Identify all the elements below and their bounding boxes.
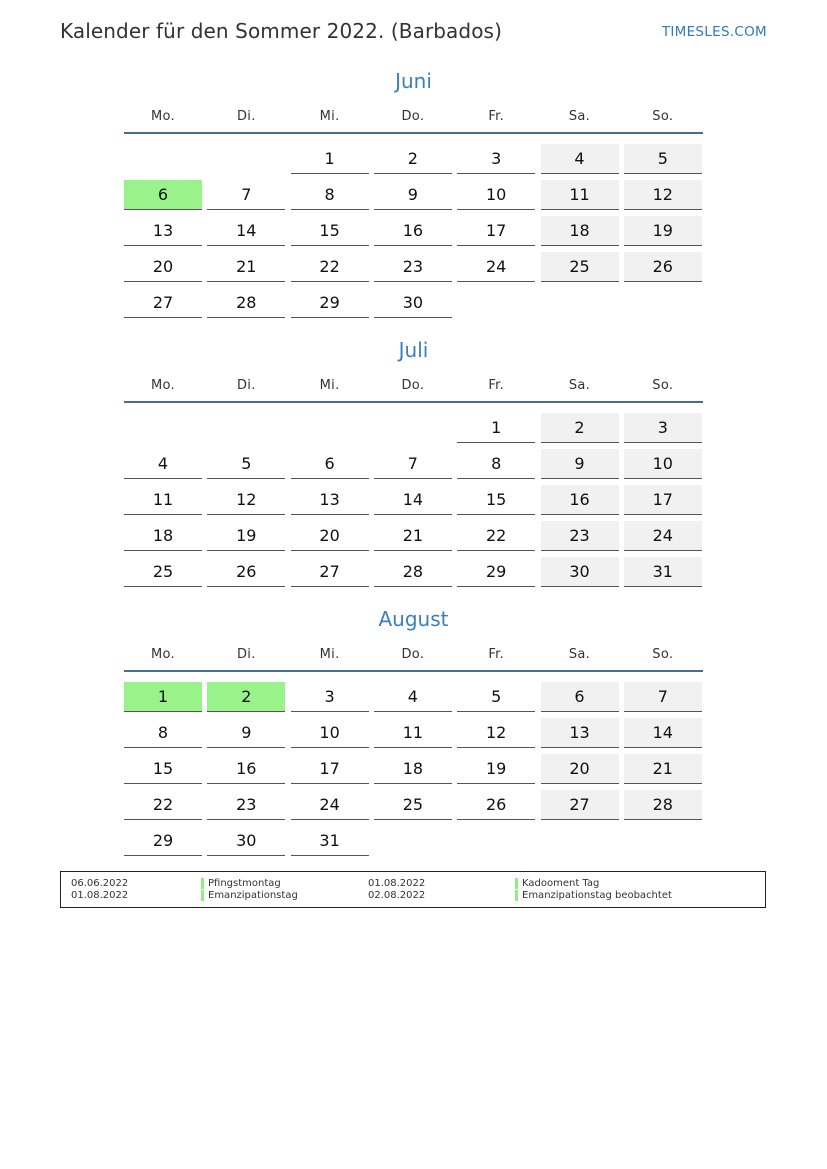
day-cell: 29: [457, 557, 535, 587]
day-cell: 19: [207, 521, 285, 551]
day-cell: 10: [291, 718, 369, 748]
day-cell: 29: [291, 288, 369, 318]
weekday-label: Mi.: [319, 109, 340, 124]
day-cell: 24: [457, 252, 535, 282]
holiday-day-cell: 1: [124, 682, 202, 712]
weekday-label: Di.: [236, 109, 256, 124]
weekday-label: Sa.: [568, 109, 591, 124]
legend-marker: [201, 878, 204, 889]
day-cell: 23: [374, 252, 452, 282]
weekday-header: [124, 647, 703, 667]
weekday-label: Mi.: [319, 647, 340, 662]
header-divider: [124, 132, 703, 134]
day-cell: 28: [374, 557, 452, 587]
day-cell: 7: [624, 682, 702, 712]
day-cell: 25: [374, 790, 452, 820]
day-cell: 30: [374, 288, 452, 318]
day-cell: 27: [541, 790, 619, 820]
day-cell: 11: [374, 718, 452, 748]
day-cell: 31: [624, 557, 702, 587]
day-cell: 21: [374, 521, 452, 551]
header-divider: [124, 670, 703, 672]
legend-date: 02.08.2022: [368, 890, 426, 901]
day-cell: 4: [124, 449, 202, 479]
day-cell: 12: [457, 718, 535, 748]
day-cell: 21: [624, 754, 702, 784]
day-cell: 15: [291, 216, 369, 246]
weekday-label: Sa.: [568, 647, 591, 662]
weekday-label: So.: [652, 378, 674, 393]
legend-date: 01.08.2022: [368, 878, 426, 889]
day-cell: 3: [457, 144, 535, 174]
weekday-label: Fr.: [488, 647, 505, 662]
month-title: August: [378, 607, 449, 631]
day-cell: 8: [124, 718, 202, 748]
day-cell: 20: [541, 754, 619, 784]
day-cell: 24: [291, 790, 369, 820]
day-cell: 31: [291, 826, 369, 856]
weekday-label: Mo.: [151, 647, 175, 662]
day-cell: 27: [291, 557, 369, 587]
day-cell: 28: [207, 288, 285, 318]
legend-marker: [515, 878, 518, 889]
weekday-header: [124, 378, 703, 398]
weekday-label: So.: [652, 109, 674, 124]
day-cell: 21: [207, 252, 285, 282]
day-cell: 20: [291, 521, 369, 551]
day-cell: 3: [624, 413, 702, 443]
day-cell: 28: [624, 790, 702, 820]
day-cell: 5: [624, 144, 702, 174]
legend-date: 01.08.2022: [71, 890, 129, 901]
day-cell: 17: [457, 216, 535, 246]
day-cell: 16: [374, 216, 452, 246]
legend-holiday-name: Emanzipationstag: [208, 890, 298, 901]
day-cell: 13: [291, 485, 369, 515]
weekday-label: Fr.: [488, 378, 505, 393]
legend-holiday-name: Pfingstmontag: [208, 878, 281, 889]
day-cell: 14: [207, 216, 285, 246]
day-cell: 7: [207, 180, 285, 210]
weekday-label: Di.: [236, 647, 256, 662]
day-cell: 9: [374, 180, 452, 210]
legend-holiday-name: Emanzipationstag beobachtet: [522, 890, 672, 901]
day-cell: 1: [457, 413, 535, 443]
day-cell: 12: [624, 180, 702, 210]
day-cell: 15: [124, 754, 202, 784]
month-title: Juni: [395, 69, 432, 93]
weekday-label: Di.: [236, 378, 256, 393]
day-cell: 12: [207, 485, 285, 515]
day-cell: 18: [374, 754, 452, 784]
day-cell: 11: [541, 180, 619, 210]
day-cell: 5: [207, 449, 285, 479]
site-link[interactable]: TIMESLES.COM: [661, 24, 767, 40]
day-cell: 17: [624, 485, 702, 515]
weekday-label: Mi.: [319, 378, 340, 393]
month-title: Juli: [398, 338, 429, 362]
day-cell: 22: [124, 790, 202, 820]
day-cell: 20: [124, 252, 202, 282]
page-title: Kalender für den Sommer 2022. (Barbados): [60, 19, 502, 43]
day-cell: 19: [457, 754, 535, 784]
day-cell: 5: [457, 682, 535, 712]
day-cell: 25: [124, 557, 202, 587]
day-cell: 15: [457, 485, 535, 515]
day-cell: 22: [457, 521, 535, 551]
weekday-label: So.: [652, 647, 674, 662]
day-cell: 23: [541, 521, 619, 551]
legend-marker: [515, 890, 518, 901]
day-cell: 24: [624, 521, 702, 551]
weekday-label: Do.: [401, 378, 425, 393]
day-cell: 6: [541, 682, 619, 712]
day-cell: 7: [374, 449, 452, 479]
day-cell: 16: [541, 485, 619, 515]
day-cell: 13: [124, 216, 202, 246]
day-cell: 9: [541, 449, 619, 479]
day-cell: 27: [124, 288, 202, 318]
holiday-day-cell: 6: [124, 180, 202, 210]
day-cell: 8: [457, 449, 535, 479]
weekday-label: Fr.: [488, 109, 505, 124]
day-cell: 3: [291, 682, 369, 712]
legend-holiday-name: Kadooment Tag: [522, 878, 600, 889]
day-cell: 11: [124, 485, 202, 515]
header-divider: [124, 401, 703, 403]
day-cell: 9: [207, 718, 285, 748]
day-cell: 18: [124, 521, 202, 551]
day-cell: 13: [541, 718, 619, 748]
day-cell: 25: [541, 252, 619, 282]
day-cell: 22: [291, 252, 369, 282]
day-cell: 1: [291, 144, 369, 174]
day-cell: 19: [624, 216, 702, 246]
day-cell: 18: [541, 216, 619, 246]
day-cell: 26: [624, 252, 702, 282]
day-cell: 26: [457, 790, 535, 820]
day-cell: 23: [207, 790, 285, 820]
holiday-legend: [60, 871, 766, 908]
day-cell: 16: [207, 754, 285, 784]
day-cell: 30: [541, 557, 619, 587]
day-cell: 26: [207, 557, 285, 587]
day-cell: 4: [541, 144, 619, 174]
weekday-label: Mo.: [151, 378, 175, 393]
day-cell: 30: [207, 826, 285, 856]
day-cell: 4: [374, 682, 452, 712]
holiday-day-cell: 2: [207, 682, 285, 712]
day-cell: 8: [291, 180, 369, 210]
day-cell: 17: [291, 754, 369, 784]
weekday-label: Do.: [401, 647, 425, 662]
legend-date: 06.06.2022: [71, 878, 129, 889]
weekday-label: Do.: [401, 109, 425, 124]
day-cell: 14: [624, 718, 702, 748]
day-cell: 2: [374, 144, 452, 174]
day-cell: 6: [291, 449, 369, 479]
legend-marker: [201, 890, 204, 901]
day-cell: 29: [124, 826, 202, 856]
weekday-label: Sa.: [568, 378, 591, 393]
weekday-label: Mo.: [151, 109, 175, 124]
day-cell: 2: [541, 413, 619, 443]
weekday-header: [124, 109, 703, 129]
day-cell: 14: [374, 485, 452, 515]
day-cell: 10: [624, 449, 702, 479]
day-cell: 10: [457, 180, 535, 210]
